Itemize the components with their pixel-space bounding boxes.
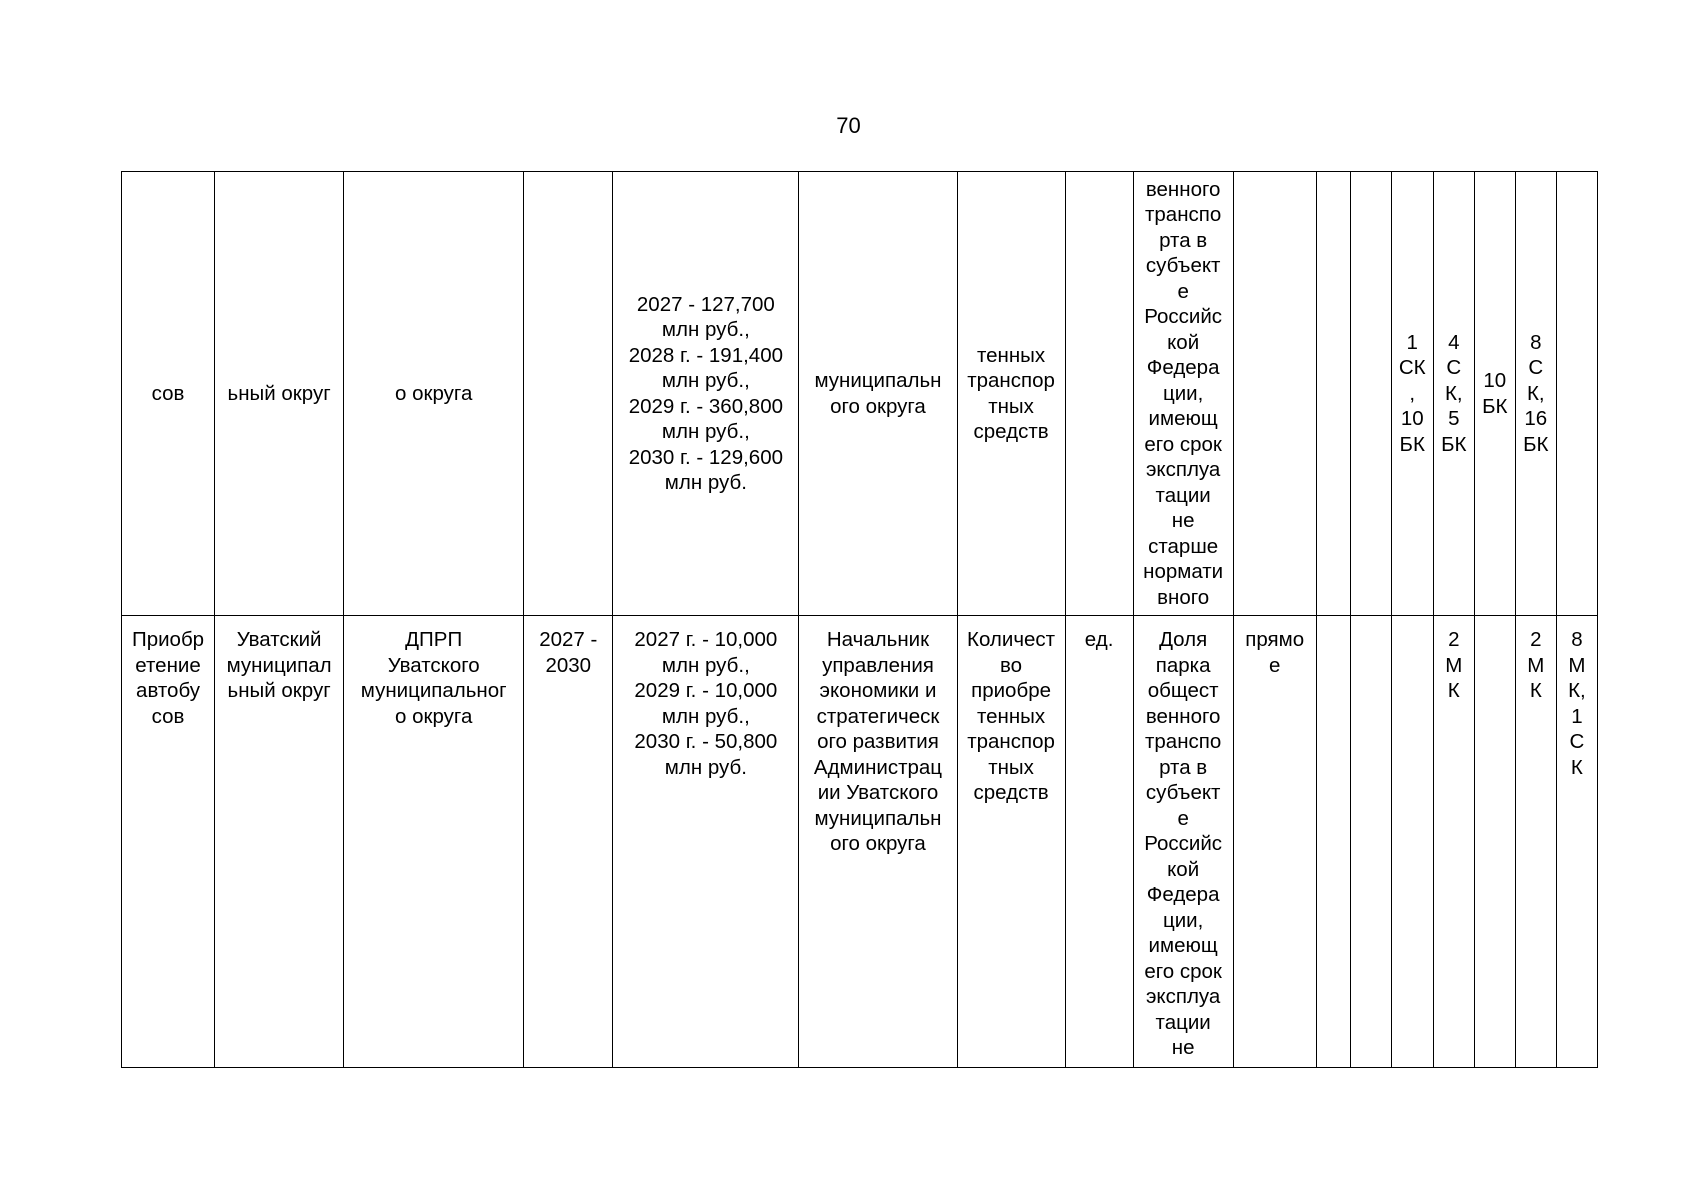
cell-municipality: Уватский муниципал ьный округ [215,616,344,1068]
cell-value: 8 М К, 1 С К [1556,616,1597,1068]
cell-value: 10 БК [1474,172,1515,616]
cell-target: венного транспо рта в субъект е Российс кой Федера ции, имеющ его срок эксплуа тации не старше нормати вного [1133,172,1233,616]
cell-value: 1 СК , 10 БК [1391,172,1433,616]
cell-name: Приобр етение автобу сов [122,616,215,1068]
cell-period: 2027 - 2030 [524,616,613,1068]
cell-value [1391,616,1433,1068]
cell-value: 2 М К [1433,616,1474,1068]
page-number: 70 [836,113,861,138]
cell-responsible: муниципальн ого округа [799,172,957,616]
cell-responsible: Начальник управления экономики и стратегическ ого развития Администрац ии Уватского муниципальн ого округа [799,616,957,1068]
cell-value: 8 С К, 16 БК [1515,172,1556,616]
cell-unit: ед. [1065,616,1133,1068]
table-row [122,616,1598,1068]
cell-value: 4 С К, 5 БК [1433,172,1474,616]
cell-indicator: тенных транспор тных средств [957,172,1065,616]
cell-value [1316,172,1350,616]
cell-indicator: Количест во приобре тенных транспор тных средств [957,616,1065,1068]
cell-name: сов [122,172,215,616]
table-row [122,172,1598,616]
cell-target: Доля парка общест венного транспо рта в субъект е Российс кой Федера ции, имеющ его срок эксплуа тации не [1133,616,1233,1068]
cell-value [1556,172,1597,616]
cell-funding: 2027 г. - 10,000 млн руб., 2029 г. - 10,000 млн руб., 2030 г. - 50,800 млн руб. [613,616,799,1068]
cell-unit [1065,172,1133,616]
cell-executor: о округа [344,172,524,616]
cell-period [524,172,613,616]
cell-funding: 2027 - 127,700 млн руб., 2028 г. - 191,400 млн руб., 2029 г. - 360,800 млн руб., 2030 г. - 129,600 млн руб. [613,172,799,616]
cell-executor: ДПРП Уватского муниципальног о округа [344,616,524,1068]
cell-value [1350,172,1391,616]
cell-value [1316,616,1350,1068]
cell-municipality: ьный округ [215,172,344,616]
cell-type: прямо е [1233,616,1316,1068]
cell-value: 2 М К [1515,616,1556,1068]
program-table [121,171,1598,1068]
cell-type [1233,172,1316,616]
cell-value [1474,616,1515,1068]
cell-value [1350,616,1391,1068]
